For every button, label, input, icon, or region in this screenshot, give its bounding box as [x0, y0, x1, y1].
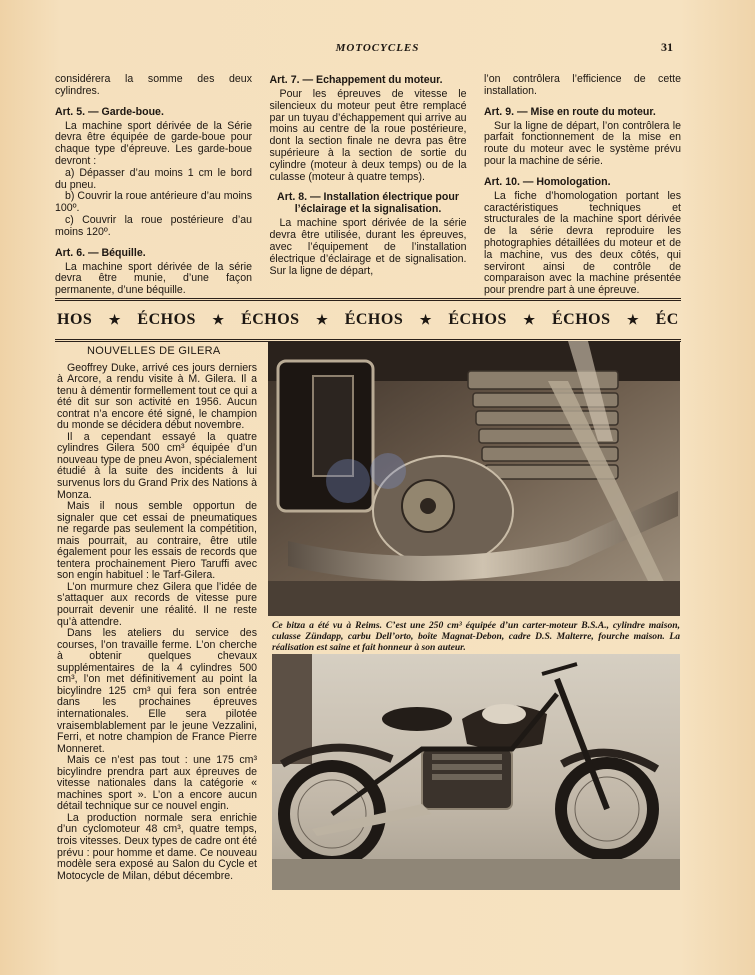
article-7-heading: Art. 7. — Echappement du moteur.: [269, 74, 443, 86]
list-item: a) Dépasser d’au moins 1 cm le bord du pneu.: [55, 166, 252, 191]
echos-word: ÉCHOS: [137, 311, 196, 328]
echos-word: ÉCHOS: [448, 311, 507, 328]
star-icon: ★: [626, 312, 640, 327]
paragraph: Il a cependant essayé la quatre cylindres Gilera 500 cm³ équipée d’un nouveau type de pneu Avon, spécialement étudié à la suite des incidents à lui survenus lors du Grand Prix des Nations à Monza.: [57, 430, 257, 501]
running-title: MOTOCYCLES: [335, 42, 420, 54]
paragraph: Mais ce n’est pas tout : une 175 cm³ bicylindre prendra part aux épreuves de vitesse nationales dans la catégorie « machines sport ». L’on a encore aucun détail technique sur ce nouvel engin.: [57, 754, 257, 813]
paragraph: l’on contrôlera l’efficience de cette installation.: [484, 73, 681, 97]
article-10-heading: Art. 10. — Homologation.: [484, 175, 611, 188]
echos-word: ÉCHOS: [344, 311, 404, 328]
paragraph: La machine sport dérivée de la série devra être munie, d’une façon permanente, d’une béquille.: [55, 260, 252, 297]
photo-caption: Ce bitza a été vu à Reims. C’est une 250 cm³ équipée d’un carter-moteur B.S.A., cylindre maison, culasse Zündapp, carbu Dell’orto, boîte Magnat-Debon, cadre D.S. Malterre, fourche maison. La réalisation est saine et fait honneur à son auteur.: [272, 620, 680, 653]
star-icon: ★: [523, 312, 536, 327]
article-5-heading: Art. 5. — Garde-boue.: [55, 105, 164, 118]
paragraph: La fiche d’homologation portant les caractéristiques techniques et structurales de la machine sport dérivée de la série devra reproduire les photographies détaillées du moteur et de la machine, vus des deux côtés, qui serviront ainsi de contrôle de comparaison avec la machine présentée pour prendre part à une épreuve.: [484, 189, 681, 297]
rules-columns: [55, 73, 681, 297]
echos-word: ÉC: [655, 311, 679, 328]
engine-photo-illustration: [268, 341, 680, 616]
paragraph: Sur la ligne de départ, l’on contrôlera le parfait fonctionnement de la mise en route du moteur avec le système prévu pour la machine de série.: [484, 119, 681, 167]
paragraph: Mais il nous semble opportun de signaler que cet essai de pneumatiques ne regarde pas seulement la compétition, mais pourrait, au contraire, être utile également pour les essais de records que tentera prochainement Piero Taruffi avec son engin habituel : le Tarf-Gilera.: [57, 500, 257, 582]
echos-banner: [55, 298, 681, 342]
echos-word: ÉCHOS: [551, 311, 611, 328]
paragraph: Geoffrey Duke, arrivé ces jours derniers à Arcore, a rendu visite à M. Gilera. Il a tenu à démentir formellement tout ce qui a été dit sur son activité en 1956. Aucun contrat n’a encore été signé, le champion du monde se décidera début novembre.: [57, 361, 257, 432]
list-item: c) Couvrir la roue postérieure d’au moins 120º.: [55, 213, 252, 238]
star-icon: ★: [316, 312, 329, 327]
paragraph: La machine sport dérivée de la série devra être utilisée, durant les épreuves, avec l’équipement de l’installation électrique d’éclairage et de signalisation. Sur la ligne de départ,: [269, 217, 467, 277]
article-9-heading: Art. 9. — Mise en route du moteur.: [484, 105, 656, 118]
page-number: 31: [661, 40, 673, 54]
motorcycle-photo-illustration: [272, 654, 680, 890]
gilera-news-title: NOUVELLES DE GILERA: [87, 345, 221, 357]
column-2: [270, 74, 467, 290]
column-1: [55, 73, 252, 297]
article-8-heading: Art. 8. — Installation électrique pour l’éclairage et la signalisation.: [277, 191, 459, 216]
star-icon: ★: [419, 312, 432, 327]
paragraph: considérera la somme des deux cylindres.: [55, 73, 252, 97]
star-icon: ★: [212, 312, 225, 327]
engine-closeup-photo: [268, 341, 680, 616]
motorcycle-photo: [272, 654, 680, 890]
paragraph: L’on murmure chez Gilera que l’idée de s’attaquer aux records de vitesse pure pourrait devenir une réalité. Il ne reste qu’à attendre.: [57, 580, 257, 628]
gilera-news-column: [57, 346, 257, 882]
paragraph: La machine sport dérivée de la Série devra être équipée de garde-boue pour chaque type d’épreuve. Les garde-boue devront :: [55, 119, 252, 167]
paragraph: Pour les épreuves de vitesse le silencieux du moteur peut être remplacé par un tuyau d’échappement qui arrive au moins au centre de la roue postérieure, dont la section finale ne devra pas être supérieure à la section de sortie du cylindre (moteur à deux temps) ou de la culasse (moteur à quatre temps).: [269, 88, 467, 183]
list-item: b) Couvrir la roue antérieure d’au moins 100º.: [55, 190, 252, 215]
paragraph: Dans les ateliers du service des courses, l’on travaille ferme. L’on cherche à obtenir quelques chevaux supplémentaires de la 4 cylindres 500 cm³, l’on met définitivement au point la bicylindre 125 cm³ qui fera son entrée dans les prochaines épreuves internationales. Elle sera pilotée vraisemblablement par le jeune Vezzalini, Ferri, et notre champion de France Pierre Monneret.: [57, 627, 257, 755]
echos-word: HOS: [57, 311, 93, 328]
column-3: [484, 73, 681, 297]
star-icon: ★: [108, 312, 121, 327]
echos-word: ÉCHOS: [241, 311, 300, 328]
paragraph: La production normale sera enrichie d’un cyclomoteur 48 cm³, quatre temps, trois vitesses. Deux types de cadre ont été prévu : pour homme et dame. Ce nouveau modèle sera exposé au Salon du Cycle et Motocycle de Milan, début décembre.: [57, 811, 257, 882]
article-6-heading: Art. 6. — Béquille.: [55, 246, 146, 259]
